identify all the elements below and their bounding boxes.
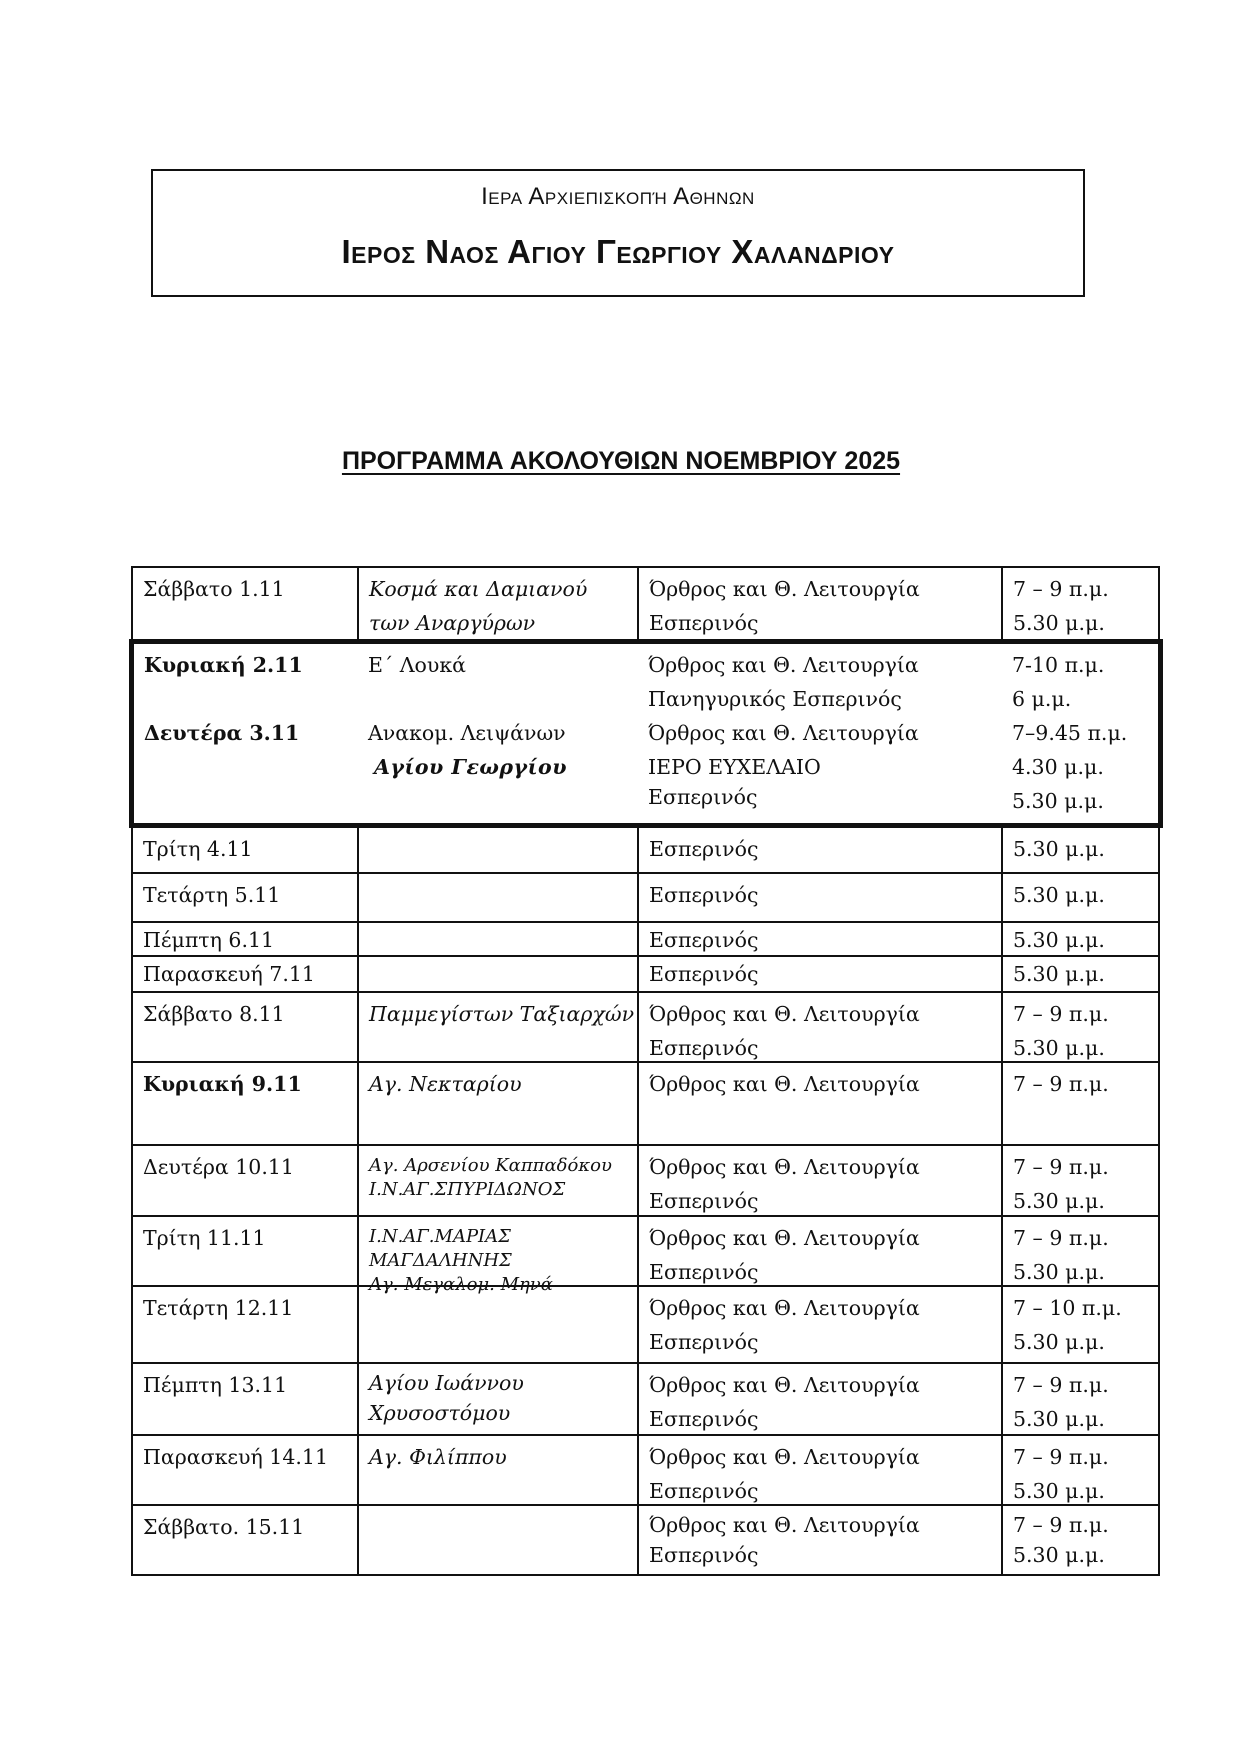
day-cell xyxy=(133,568,359,639)
service-label: Όρθρος και Θ. Λειτουργία xyxy=(648,653,919,677)
feast-label: Ι.Ν.ΑΓ.ΜΑΡΙΑΣ xyxy=(369,1226,511,1247)
feast-cell xyxy=(359,1146,639,1215)
times-cell xyxy=(1003,1217,1158,1285)
time-label: 5.30 μ.μ. xyxy=(1012,789,1104,813)
time-label: 7 – 9 π.μ. xyxy=(1013,1155,1109,1179)
services-cell xyxy=(639,1506,1003,1574)
times-cell xyxy=(1002,644,1158,823)
day-cell xyxy=(133,1217,359,1285)
feast-label: Αγ. Νεκταρίου xyxy=(369,1072,522,1096)
table-row xyxy=(133,957,1158,993)
feast-label: Αγ. Αρσενίου Καππαδόκου xyxy=(369,1155,612,1176)
times-cell xyxy=(1003,923,1158,955)
service-label: Όρθρος και Θ. Λειτουργία xyxy=(649,1155,920,1179)
services-cell xyxy=(639,1364,1003,1434)
day-cell xyxy=(133,923,359,955)
time-label: 7 – 9 π.μ. xyxy=(1013,577,1109,601)
service-label: Εσπερινός xyxy=(649,1036,759,1060)
service-label: Εσπερινός xyxy=(648,785,758,809)
time-label: 7–9.45 π.μ. xyxy=(1012,721,1128,745)
services-cell xyxy=(639,1436,1003,1504)
time-label: 7 – 9 π.μ. xyxy=(1013,1445,1109,1469)
day-cell xyxy=(133,957,359,991)
times-cell xyxy=(1003,1146,1158,1215)
service-label: Όρθρος και Θ. Λειτουργία xyxy=(649,1445,920,1469)
feast-cell xyxy=(359,993,639,1061)
services-cell xyxy=(639,1146,1003,1215)
feast-cell xyxy=(359,1217,639,1295)
feast-cell xyxy=(358,644,638,823)
table-row xyxy=(133,1436,1158,1506)
day-label: Σάββατο. 15.11 xyxy=(143,1515,305,1539)
feast-label: Κοσμά και Δαμιανού xyxy=(369,577,588,601)
day-cell xyxy=(133,1506,359,1574)
day-cell xyxy=(133,828,359,872)
times-cell xyxy=(1003,874,1158,921)
service-label: Εσπερινός xyxy=(649,1260,759,1284)
services-cell xyxy=(638,644,1002,823)
time-label: 7-10 π.μ. xyxy=(1012,653,1105,677)
day-cell xyxy=(133,1146,359,1215)
day-label: Σάββατο 8.11 xyxy=(143,1002,285,1026)
table-row xyxy=(133,1506,1158,1576)
day-label: Δευτέρα 10.11 xyxy=(143,1155,294,1179)
service-label: Όρθρος και Θ. Λειτουργία xyxy=(649,1373,920,1397)
services-cell xyxy=(639,874,1003,921)
service-label: Όρθρος και Θ. Λειτουργία xyxy=(649,1002,920,1026)
times-cell xyxy=(1003,1364,1158,1434)
services-cell xyxy=(639,568,1003,639)
time-label: 7 – 10 π.μ. xyxy=(1013,1296,1122,1320)
services-cell xyxy=(639,1287,1003,1362)
service-label: ΙΕΡΟ ΕΥΧΕΛΑΙΟ xyxy=(648,755,821,779)
day-cell xyxy=(133,874,359,921)
services-cell xyxy=(639,957,1003,991)
day-label: Πέμπτη 6.11 xyxy=(143,928,275,952)
feast-cell xyxy=(359,957,639,991)
time-label: 5.30 μ.μ. xyxy=(1013,962,1105,986)
services-cell xyxy=(639,1063,1003,1144)
day-label: Δευτέρα 3.11 xyxy=(144,721,300,745)
feast-cell xyxy=(359,874,639,921)
day-cell xyxy=(134,644,358,823)
times-cell xyxy=(1003,1506,1158,1574)
time-label: 5.30 μ.μ. xyxy=(1013,611,1105,635)
table-row xyxy=(133,1063,1158,1146)
services-schedule-table xyxy=(131,566,1160,1576)
feast-label: Χρυσοστόμου xyxy=(369,1401,511,1425)
time-label: 5.30 μ.μ. xyxy=(1013,1036,1105,1060)
service-label: Εσπερινός xyxy=(649,611,759,635)
times-cell xyxy=(1003,1287,1158,1362)
day-cell xyxy=(133,1287,359,1362)
time-label: 5.30 μ.μ. xyxy=(1013,1189,1105,1213)
feast-cell xyxy=(359,568,639,639)
services-cell xyxy=(639,828,1003,872)
archdiocese-name: Ιερα Αρχιεπισκοπή Αθηνων xyxy=(481,183,755,210)
service-label: Όρθρος και Θ. Λειτουργία xyxy=(649,1072,920,1096)
table-row xyxy=(133,1217,1158,1295)
time-label: 7 – 9 π.μ. xyxy=(1013,1226,1109,1250)
time-label: 5.30 μ.μ. xyxy=(1013,928,1105,952)
time-label: 7 – 9 π.μ. xyxy=(1013,1373,1109,1397)
service-label: Εσπερινός xyxy=(649,1479,759,1503)
table-row xyxy=(133,828,1158,874)
time-label: 5.30 μ.μ. xyxy=(1013,837,1105,861)
time-label: 5.30 μ.μ. xyxy=(1013,883,1105,907)
service-label: Εσπερινός xyxy=(649,928,759,952)
table-row xyxy=(133,1287,1158,1364)
feast-label: Αγ. Μεγαλομ. Μηνά xyxy=(369,1274,553,1295)
highlighted-feast-block xyxy=(129,639,1163,828)
feast-cell xyxy=(359,1506,639,1574)
time-label: 5.30 μ.μ. xyxy=(1013,1479,1105,1503)
time-label: 7 – 9 π.μ. xyxy=(1013,1513,1109,1537)
service-label: Πανηγυρικός Εσπερινός xyxy=(648,687,902,711)
time-label: 5.30 μ.μ. xyxy=(1013,1543,1105,1567)
day-label: Κυριακή 9.11 xyxy=(143,1072,302,1096)
feast-label: Ε΄ Λουκά xyxy=(368,653,466,677)
times-cell xyxy=(1003,1436,1158,1504)
feast-label: Αγίου Ιωάννου xyxy=(369,1371,524,1395)
service-label: Όρθρος και Θ. Λειτουργία xyxy=(649,1296,920,1320)
feast-cell xyxy=(359,828,639,872)
time-label: 5.30 μ.μ. xyxy=(1013,1330,1105,1354)
day-cell xyxy=(133,1436,359,1504)
feast-label: Αγ. Φιλίππου xyxy=(369,1445,507,1469)
table-row xyxy=(133,1364,1158,1436)
services-cell xyxy=(639,993,1003,1061)
day-label: Παρασκευή 14.11 xyxy=(143,1445,328,1469)
day-label: Πέμπτη 13.11 xyxy=(143,1373,288,1397)
service-label: Όρθρος και Θ. Λειτουργία xyxy=(649,1513,920,1537)
feast-cell xyxy=(359,1287,639,1362)
table-row xyxy=(133,568,1158,641)
service-label: Όρθρος και Θ. Λειτουργία xyxy=(649,577,920,601)
service-label: Όρθρος και Θ. Λειτουργία xyxy=(648,721,919,745)
times-cell xyxy=(1003,993,1158,1061)
time-label: 5.30 μ.μ. xyxy=(1013,1260,1105,1284)
day-label: Τρίτη 11.11 xyxy=(143,1226,266,1250)
day-cell xyxy=(133,1364,359,1434)
day-cell xyxy=(133,993,359,1061)
day-label: Τρίτη 4.11 xyxy=(143,837,253,861)
service-label: Εσπερινός xyxy=(649,837,759,861)
service-label: Εσπερινός xyxy=(649,1407,759,1431)
services-cell xyxy=(639,1217,1003,1285)
program-title: ΠΡΟΓΡΑΜΜΑ ΑΚΟΛΟΥΘΙΩΝ ΝΟΕΜΒΡΙΟΥ 2025 xyxy=(341,447,901,475)
time-label: 6 μ.μ. xyxy=(1012,687,1072,711)
day-label: Σάββατο 1.11 xyxy=(143,577,285,601)
day-label: Παρασκευή 7.11 xyxy=(143,962,315,986)
table-row xyxy=(133,923,1158,957)
service-label: Εσπερινός xyxy=(649,1543,759,1567)
times-cell xyxy=(1003,828,1158,872)
time-label: 4.30 μ.μ. xyxy=(1012,755,1104,779)
feast-cell xyxy=(359,923,639,955)
table-row xyxy=(133,1146,1158,1217)
day-label: Τετάρτη 12.11 xyxy=(143,1296,294,1320)
day-cell xyxy=(133,1063,359,1144)
day-label: Τετάρτη 5.11 xyxy=(143,883,281,907)
feast-cell xyxy=(359,1436,639,1504)
feast-label: Ανακομ. Λειψάνων xyxy=(368,721,566,745)
feast-label: Παμμεγίστων Ταξιαρχών xyxy=(369,1002,635,1026)
church-header-box xyxy=(151,169,1085,297)
service-label: Εσπερινός xyxy=(649,883,759,907)
time-label: 5.30 μ.μ. xyxy=(1013,1407,1105,1431)
service-label: Όρθρος και Θ. Λειτουργία xyxy=(649,1226,920,1250)
table-row xyxy=(133,874,1158,923)
feast-label: Ι.Ν.ΑΓ.ΣΠΥΡΙΔΩΝΟΣ xyxy=(369,1179,566,1200)
feast-label: Αγίου Γεωργίου xyxy=(374,755,567,779)
day-label: Κυριακή 2.11 xyxy=(144,653,303,677)
feast-cell xyxy=(359,1063,639,1144)
time-label: 7 – 9 π.μ. xyxy=(1013,1002,1109,1026)
feast-label: ΜΑΓΔΑΛΗΝΗΣ xyxy=(369,1250,512,1271)
feast-label: των Αναργύρων xyxy=(369,611,536,635)
times-cell xyxy=(1003,1063,1158,1144)
time-label: 7 – 9 π.μ. xyxy=(1013,1072,1109,1096)
feast-cell xyxy=(359,1364,639,1434)
church-name: Ιερος Ναος Αγιου Γεωργιου Χαλανδριου xyxy=(341,233,895,270)
service-label: Εσπερινός xyxy=(649,1330,759,1354)
service-label: Εσπερινός xyxy=(649,1189,759,1213)
table-row xyxy=(133,993,1158,1063)
services-cell xyxy=(639,923,1003,955)
times-cell xyxy=(1003,957,1158,991)
service-label: Εσπερινός xyxy=(649,962,759,986)
times-cell xyxy=(1003,568,1158,639)
